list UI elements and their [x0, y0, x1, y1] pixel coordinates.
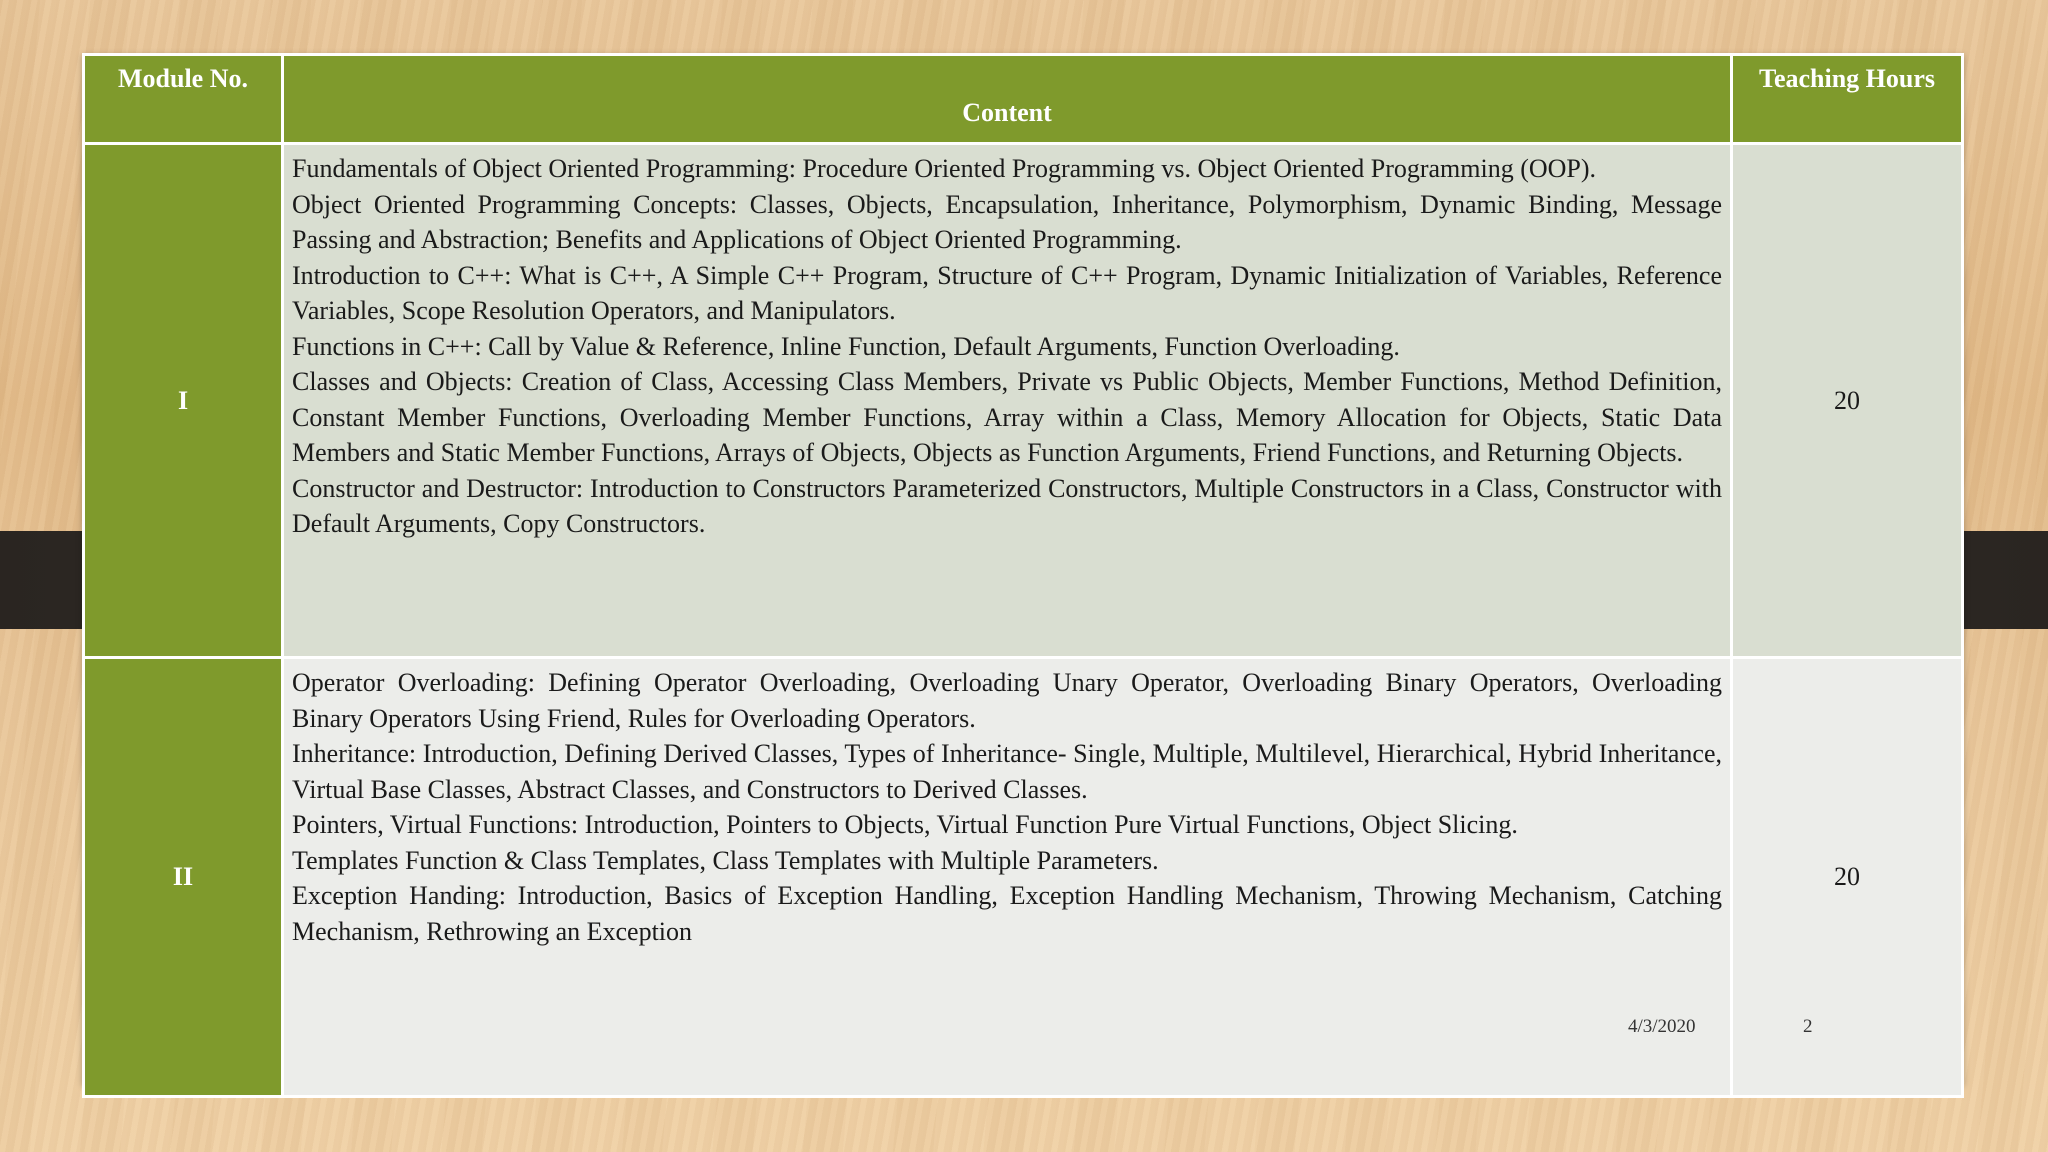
- content-paragraph: Fundamentals of Object Oriented Programming: Procedure Oriented Programming vs. Object Oriented Programming (OOP).: [292, 154, 1597, 183]
- content-paragraph: Exception Handing: Introduction, Basics of Exception Handling, Exception Handling Mechanism, Throwing Mechanism, Catching Mechanism, Rethrowing an Exception: [292, 881, 1722, 946]
- table-row-module-1: [84, 144, 1963, 658]
- footer-date: 4/3/2020: [1628, 1016, 1696, 1037]
- footer-page-number: 2: [1803, 1016, 1813, 1037]
- content-paragraph: Operator Overloading: Defining Operator Overloading, Overloading Unary Operator, Overloading Binary Operators, Overloading Binary Operators Using Friend, Rules for Overloading Operators.: [292, 668, 1722, 733]
- syllabus-table: [82, 53, 1964, 1098]
- teaching-hours-value: 20: [1732, 144, 1963, 658]
- content-paragraph: Inheritance: Introduction, Defining Derived Classes, Types of Inheritance- Single, Multiple, Multilevel, Hierarchical, Hybrid Inheritance, Virtual Base Classes, Abstract Classes, and Constructors to Derived Classes.: [292, 739, 1722, 804]
- table-header-row: [84, 55, 1963, 144]
- content-paragraph: Introduction to C++: What is C++, A Simple C++ Program, Structure of C++ Program, Dynamic Initialization of Variables, Reference Variables, Scope Resolution Operators, and Manipulators.: [292, 260, 1722, 325]
- header-content: Content: [283, 55, 1732, 144]
- module-content: [283, 658, 1732, 1097]
- syllabus-table-container: [82, 53, 1964, 1084]
- content-paragraph: Object Oriented Programming Concepts: Classes, Objects, Encapsulation, Inheritance, Polymorphism, Dynamic Binding, Message Passing and Abstraction; Benefits and Applications of Object Oriented Programming.: [292, 189, 1722, 254]
- content-paragraph: Pointers, Virtual Functions: Introduction, Pointers to Objects, Virtual Function Pure Virtual Functions, Object Slicing.: [292, 810, 1518, 839]
- module-content: [283, 144, 1732, 658]
- header-module-no: Module No.: [84, 55, 283, 144]
- content-paragraph: Constructor and Destructor: Introduction to Constructors Parameterized Constructors, Multiple Constructors in a Class, Constructor with Default Arguments, Copy Constructors.: [292, 473, 1722, 538]
- content-paragraph: Classes and Objects: Creation of Class, Accessing Class Members, Private vs Public Objects, Member Functions, Method Definition, Constant Member Functions, Overloading Member Functions, Array within a Class, Memory Allocation for Objects, Static Data Members and Static Member Functions, Arrays of Objects, Objects as Function Arguments, Friend Functions, and Returning Objects.: [292, 367, 1722, 467]
- header-teaching-hours: Teaching Hours: [1732, 55, 1963, 144]
- teaching-hours-value: 20: [1732, 658, 1963, 1097]
- module-number: II: [84, 658, 283, 1097]
- content-paragraph: Functions in C++: Call by Value & Reference, Inline Function, Default Arguments, Function Overloading.: [292, 331, 1400, 361]
- module-number: I: [84, 144, 283, 658]
- content-paragraph: Templates Function & Class Templates, Class Templates with Multiple Parameters.: [292, 845, 1159, 875]
